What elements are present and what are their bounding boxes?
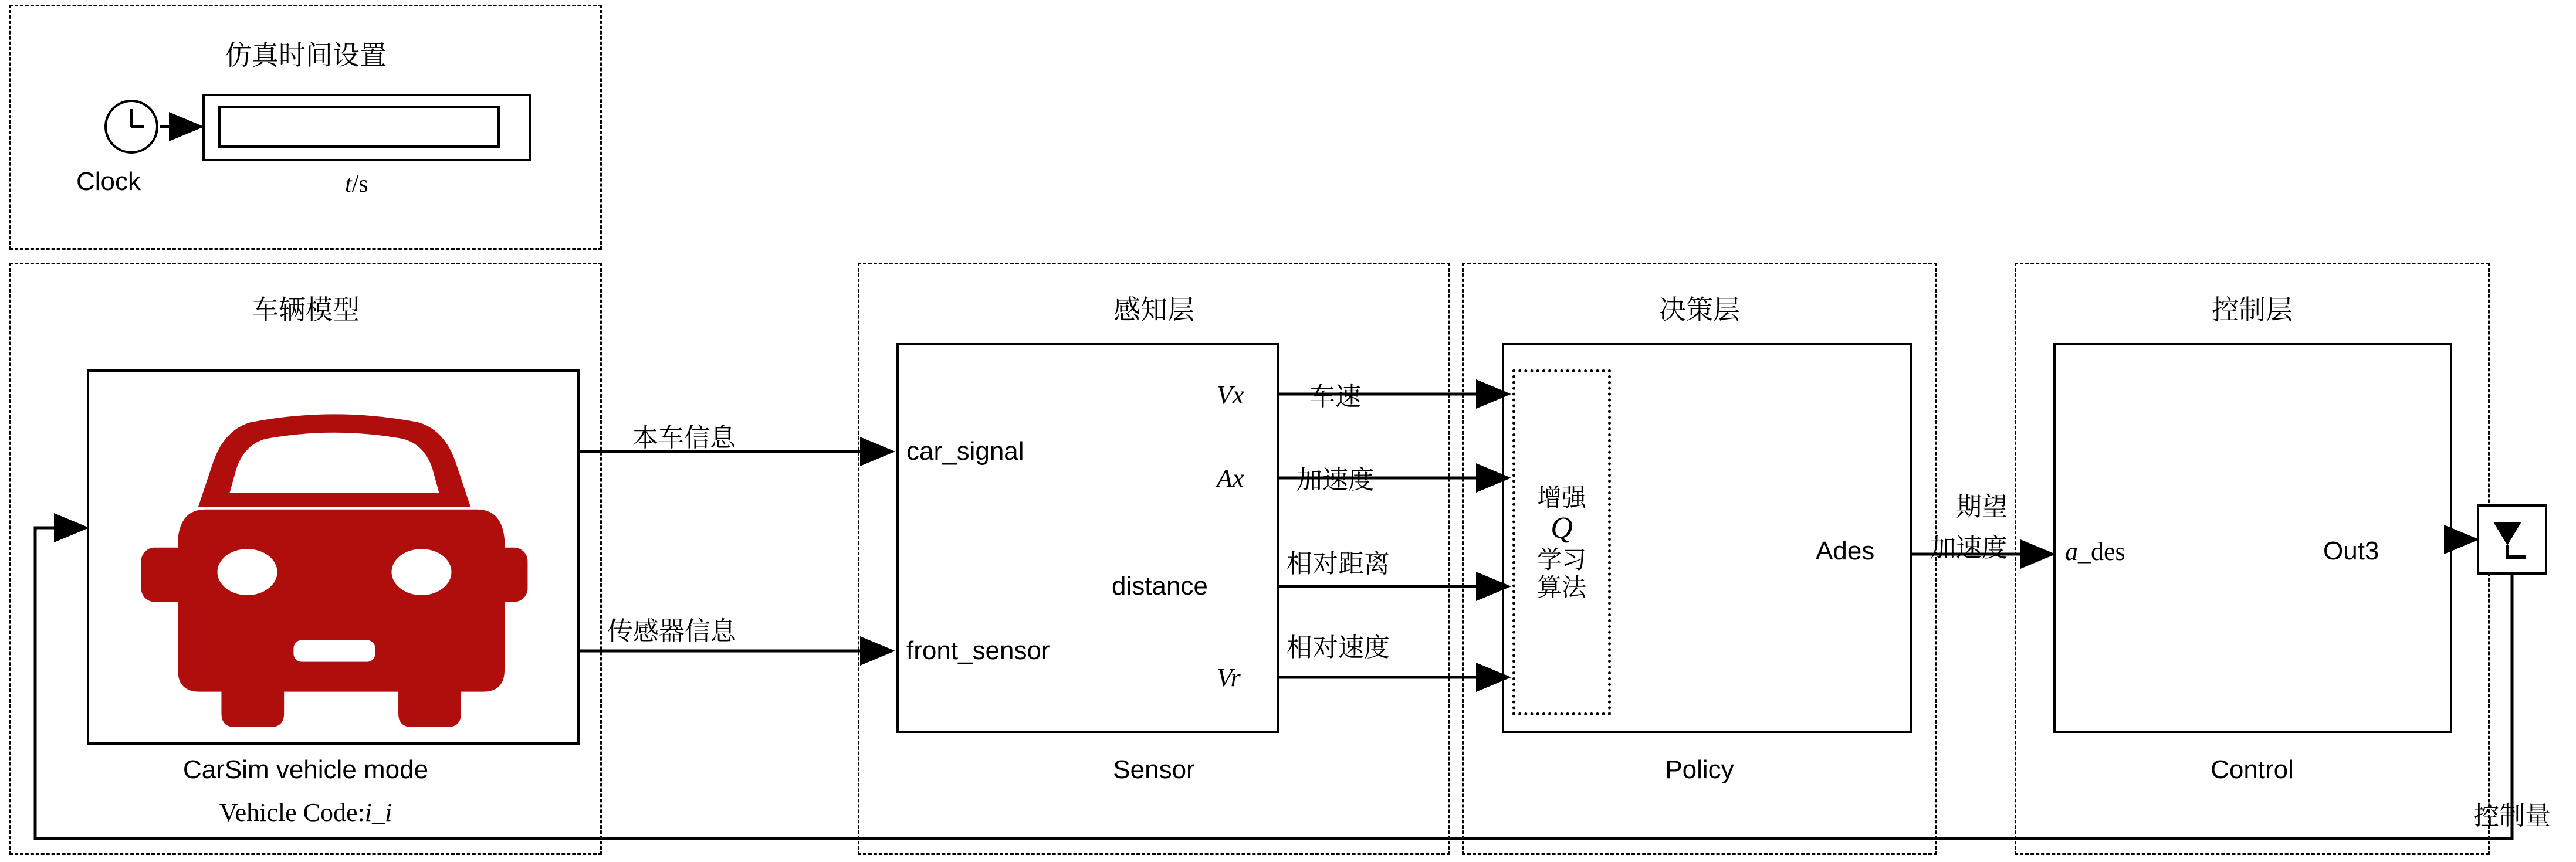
policy-inner-line3: 学习	[1536, 545, 1586, 573]
sensor-output-vx: Vx	[1217, 381, 1244, 409]
car-icon	[117, 381, 551, 733]
policy-group-title: 决策层	[1659, 294, 1740, 325]
control-output-out3: Out3	[2323, 537, 2379, 565]
control-input-a-des: a_des	[2065, 537, 2125, 566]
policy-caption: Policy	[1665, 755, 1734, 784]
policy-inner-line4: 算法	[1536, 573, 1586, 601]
signal-desired-accel-line2: 加速度	[1930, 534, 2008, 562]
sensor-output-ax: Ax	[1217, 464, 1244, 493]
signal-speed-label: 车速	[1309, 382, 1361, 411]
sensor-group-title: 感知层	[1113, 294, 1194, 325]
vehicle-group-title: 车辆模型	[252, 294, 360, 325]
policy-inner-line2: Q	[1551, 511, 1573, 545]
sensor-caption: Sensor	[1113, 755, 1195, 784]
policy-inner-line1: 增强	[1536, 484, 1586, 512]
sensor-input-car-signal: car_signal	[906, 437, 1024, 466]
time-signal-inner	[218, 106, 500, 148]
control-group-title: 控制层	[2212, 294, 2293, 325]
sensor-input-front-sensor: front_sensor	[906, 636, 1050, 665]
signal-sensor-info-label: 传感器信息	[607, 617, 736, 646]
signal-ego-info-label: 本车信息	[632, 423, 736, 452]
signal-relative-speed-label: 相对速度	[1287, 633, 1390, 662]
time-axis-label: t/s	[345, 171, 368, 198]
policy-output-ades: Ades	[1816, 537, 1875, 565]
carsim-caption-line2: Vehicle Code:i_i	[219, 798, 392, 827]
output-scope-block	[2477, 504, 2547, 575]
sensor-output-vr: Vr	[1217, 663, 1241, 692]
control-output-label: 控制量	[2473, 802, 2551, 830]
clock-group-title: 仿真时间设置	[225, 40, 387, 70]
clock-label: Clock	[76, 167, 141, 196]
clock-icon	[104, 100, 158, 154]
control-caption: Control	[2211, 755, 2294, 784]
carsim-caption-line1: CarSim vehicle mode	[182, 755, 429, 784]
signal-relative-distance-label: 相对距离	[1287, 549, 1390, 578]
signal-acceleration-label: 加速度	[1297, 466, 1374, 494]
sensor-output-distance: distance	[1112, 572, 1208, 600]
policy-algorithm-box	[1512, 369, 1611, 715]
signal-desired-accel-line1: 期望	[1956, 493, 2008, 521]
